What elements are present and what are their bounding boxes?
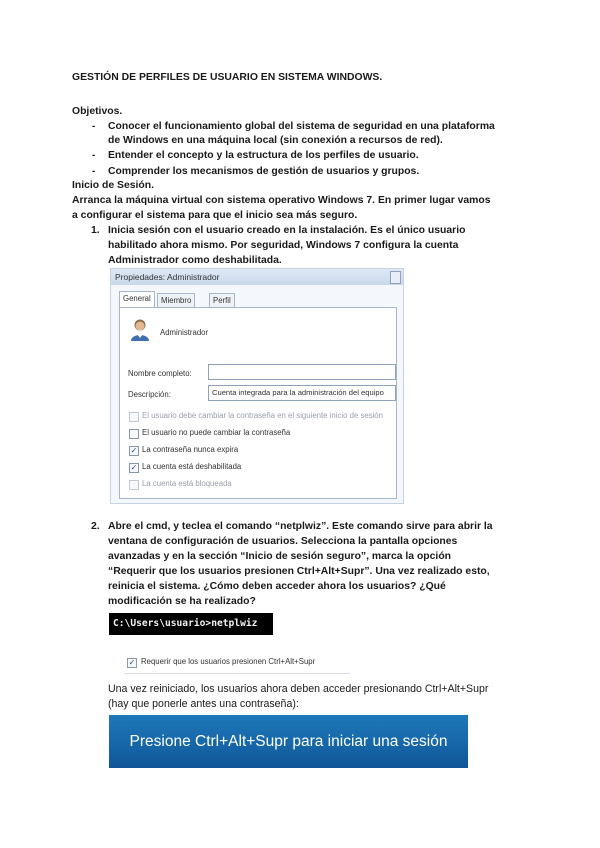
intro-line-2: a configurar el sistema para que el inicio sea más seguro. xyxy=(72,210,358,221)
divider xyxy=(124,673,350,674)
account-disabled-label: La cuenta está deshabilitada xyxy=(142,462,242,471)
full-name-label: Nombre completo: xyxy=(128,369,192,378)
tab-general[interactable]: General xyxy=(119,291,155,308)
user-icon xyxy=(129,318,151,342)
step-2-line-5: reinicia el sistema. ¿Cómo deben acceder ahora los usuarios? ¿Qué xyxy=(108,581,446,592)
user-name: Administrador xyxy=(160,328,209,337)
step-2-number: 2. xyxy=(91,521,100,532)
bullet-dash: - xyxy=(92,121,96,132)
cmd-prompt: C:\Users\usuario>netplwiz xyxy=(109,613,273,635)
step-2-line-6: modificación se ha realizado? xyxy=(108,596,256,607)
full-name-input[interactable] xyxy=(208,364,396,380)
answer-line-1: Una vez reiniciado, los usuarios ahora deben acceder presionando Ctrl+Alt+Supr xyxy=(108,683,489,695)
cannot-change-password-checkbox[interactable] xyxy=(129,429,139,439)
objective-3: Comprender los mecanismos de gestión de usuarios y grupos. xyxy=(108,166,420,177)
step-1-line-1: Inicia sesión con el usuario creado en la instalación. Es el único usuario xyxy=(108,225,466,236)
section-heading: Inicio de Sesión. xyxy=(72,180,154,191)
objective-1-line-2: de Windows en una máquina local (sin conexión a recursos de red). xyxy=(108,135,443,146)
objectives-heading: Objetivos. xyxy=(72,106,123,117)
password-never-expires-checkbox[interactable]: ✓ xyxy=(130,446,138,455)
objective-1-line-1: Conocer el funcionamiento global del sistema de seguridad en una plataforma xyxy=(108,121,495,132)
tab-member-of[interactable]: Miembro xyxy=(157,293,195,308)
step-2-line-3: avanzadas y en la sección “Inicio de sesión seguro”, marca la opción xyxy=(108,551,452,562)
general-panel xyxy=(119,307,397,499)
tab-profile[interactable]: Perfil xyxy=(209,293,235,308)
step-2-line-1: Abre el cmd, y teclea el comando “netplwiz”. Este comando sirve para abrir la xyxy=(108,521,493,532)
login-banner: Presione Ctrl+Alt+Supr para iniciar una sesión xyxy=(109,715,468,768)
require-ctrl-alt-supr-checkbox[interactable]: ✓ xyxy=(128,658,136,667)
require-ctrl-alt-supr-label: Requerir que los usuarios presionen Ctrl+Alt+Supr xyxy=(141,657,316,666)
description-label: Descripción: xyxy=(128,390,171,399)
require-ctrl-alt-supr-option xyxy=(124,655,350,671)
cannot-change-password-label: El usuario no puede cambiar la contraseña xyxy=(142,428,291,437)
step-1-line-3: Administrador como deshabilitada. xyxy=(108,255,282,266)
intro-line-1: Arranca la máquina virtual con sistema operativo Windows 7. En primer lugar vamos xyxy=(72,195,491,206)
document-title: GESTIÓN DE PERFILES DE USUARIO EN SISTEMA WINDOWS. xyxy=(72,72,383,83)
must-change-password-checkbox[interactable] xyxy=(129,412,139,422)
step-2-line-2: ventana de configuración de usuarios. Selecciona la pantalla opciones xyxy=(108,536,458,547)
properties-dialog xyxy=(110,268,404,504)
bullet-dash: - xyxy=(92,166,96,177)
step-1-number: 1. xyxy=(91,225,100,236)
step-2-line-4: “Requerir que los usuarios presionen Ctrl+Alt+Supr”. Una vez realizado esto, xyxy=(108,566,490,577)
account-locked-label: La cuenta está bloqueada xyxy=(142,479,232,488)
bullet-dash: - xyxy=(92,150,96,161)
account-locked-checkbox[interactable] xyxy=(129,480,139,490)
account-disabled-checkbox[interactable]: ✓ xyxy=(130,463,138,472)
step-1-line-2: habilitado ahora mismo. Por seguridad, Windows 7 configura la cuenta xyxy=(108,240,459,251)
answer-line-2: (hay que ponerle antes una contraseña): xyxy=(108,698,299,710)
description-input[interactable]: Cuenta integrada para la administración del equipo xyxy=(208,385,396,401)
dialog-title: Propiedades: Administrador xyxy=(111,269,403,285)
close-icon[interactable] xyxy=(390,271,401,284)
must-change-password-label: El usuario debe cambiar la contraseña en el siguiente inicio de sesión xyxy=(142,411,383,420)
objective-2: Entender el concepto y la estructura de los perfiles de usuario. xyxy=(108,150,419,161)
password-never-expires-label: La contraseña nunca expira xyxy=(142,445,239,454)
